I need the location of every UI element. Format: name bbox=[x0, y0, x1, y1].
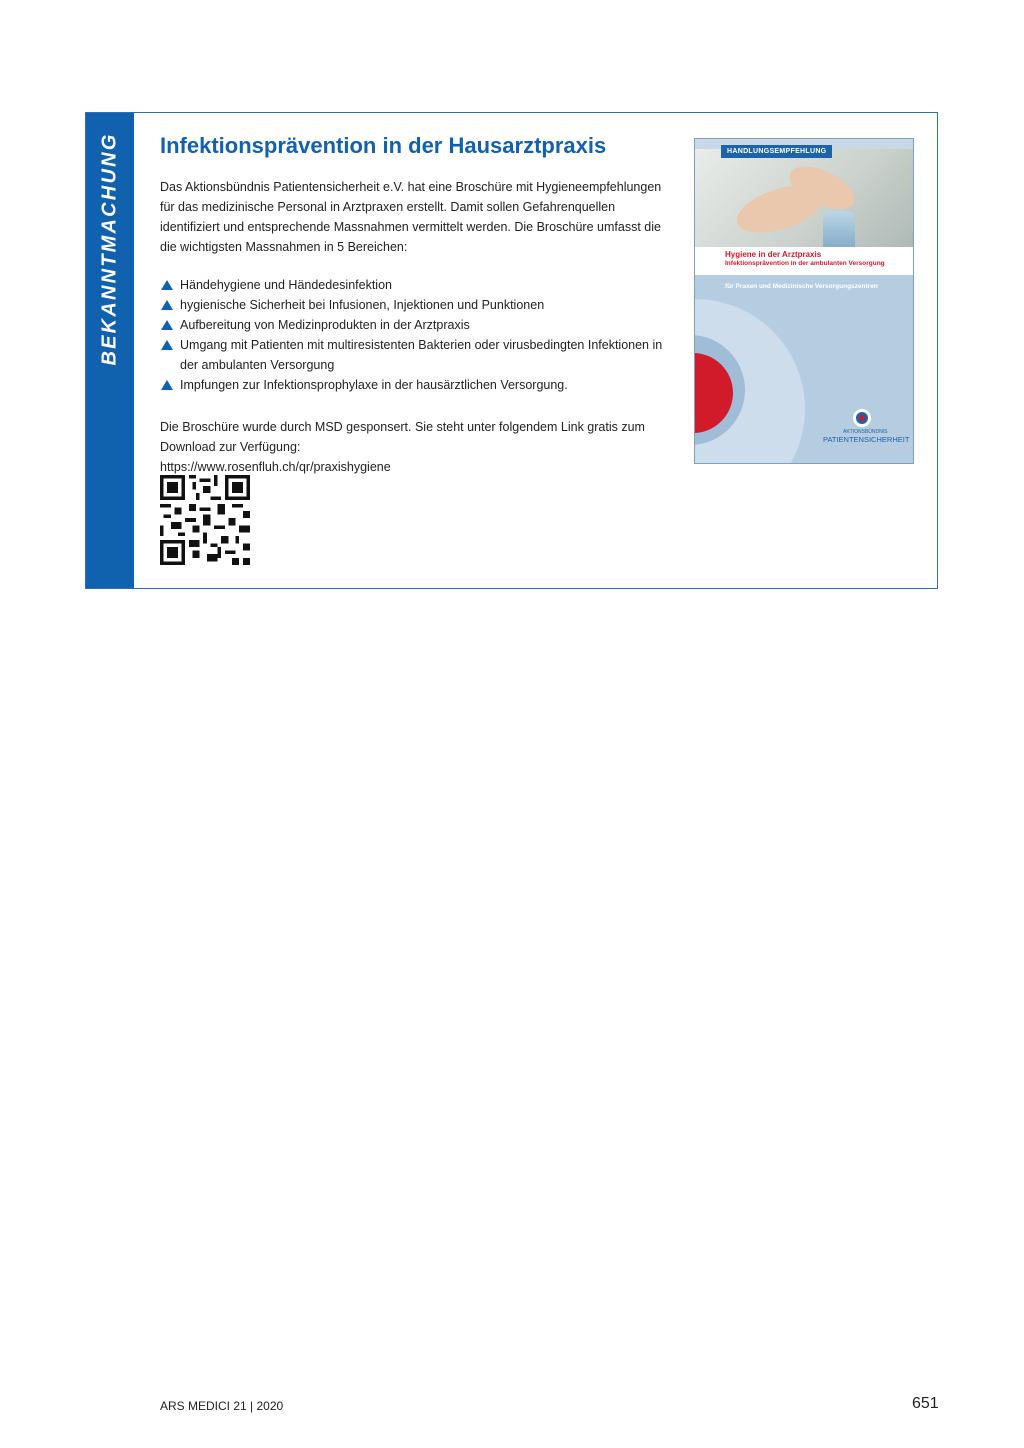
cover-tag: HANDLUNGSEMPFEHLUNG bbox=[721, 145, 832, 158]
page-number: 651 bbox=[912, 1395, 939, 1412]
cover-subtitle: Infektionsprävention in der ambulanten Versorgung bbox=[725, 260, 885, 267]
cover-photo bbox=[695, 149, 913, 247]
cover-target: für Praxen und Medizinische Versorgungszentren bbox=[725, 283, 878, 290]
article-intro: Das Aktionsbündnis Patientensicherheit e.V. hat eine Broschüre mit Hygieneempfehlungen für das medizinische Personal in Arztpraxen erstellt. Damit sollen Gefahrenquellen identifiziert und entsprechende Massnahmen vermittelt werden. Die Broschüre umfasst die die wichtigsten Massnahmen in 5 Bereichen: bbox=[160, 180, 662, 254]
list-item: Umgang mit Patienten mit multiresistenten Bakterien oder virusbedingten Infektionen in der ambulanten Versorgung bbox=[160, 335, 680, 375]
cover-title: Hygiene in der Arztpraxis bbox=[725, 250, 822, 259]
bottle bbox=[823, 211, 855, 251]
list-item: Impfungen zur Infektionsprophylaxe in der hausärztlichen Versorgung. bbox=[160, 375, 680, 395]
qr-code-icon[interactable] bbox=[160, 475, 250, 565]
list-item: Händehygiene und Händedesinfektion bbox=[160, 275, 680, 295]
sidebar bbox=[86, 113, 134, 588]
footer-journal: ARS MEDICI 21 | 2020 bbox=[160, 1399, 284, 1413]
bullet-triangle-icon bbox=[161, 300, 173, 310]
bullet-triangle-icon bbox=[161, 340, 173, 350]
bullet-triangle-icon bbox=[161, 380, 173, 390]
bullet-triangle-icon bbox=[161, 280, 173, 290]
bullet-list bbox=[160, 275, 680, 395]
logo-big-text: PATIENTENSICHERHEIT bbox=[823, 435, 910, 444]
brochure-cover bbox=[694, 138, 914, 464]
article-title: Infektionsprävention in der Hausarztpraxis bbox=[160, 133, 607, 158]
list-item: hygienische Sicherheit bei Infusionen, Injektionen und Punktionen bbox=[160, 295, 680, 315]
outro-text: Die Broschüre wurde durch MSD gesponsert. Sie steht unter folgendem Link gratis zum Download zur Verfügung: bbox=[160, 420, 645, 454]
list-item: Aufbereitung von Medizinprodukten in der Arztpraxis bbox=[160, 315, 680, 335]
announcement-box bbox=[85, 112, 938, 589]
download-link[interactable]: https://www.rosenfluh.ch/qr/praxishygiene bbox=[160, 460, 391, 474]
sidebar-label: BEKANNTMACHUNG bbox=[98, 132, 121, 366]
article-outro bbox=[160, 417, 672, 477]
bullet-triangle-icon bbox=[161, 320, 173, 330]
logo-small-text: AKTIONSBÜNDNIS bbox=[843, 429, 888, 435]
